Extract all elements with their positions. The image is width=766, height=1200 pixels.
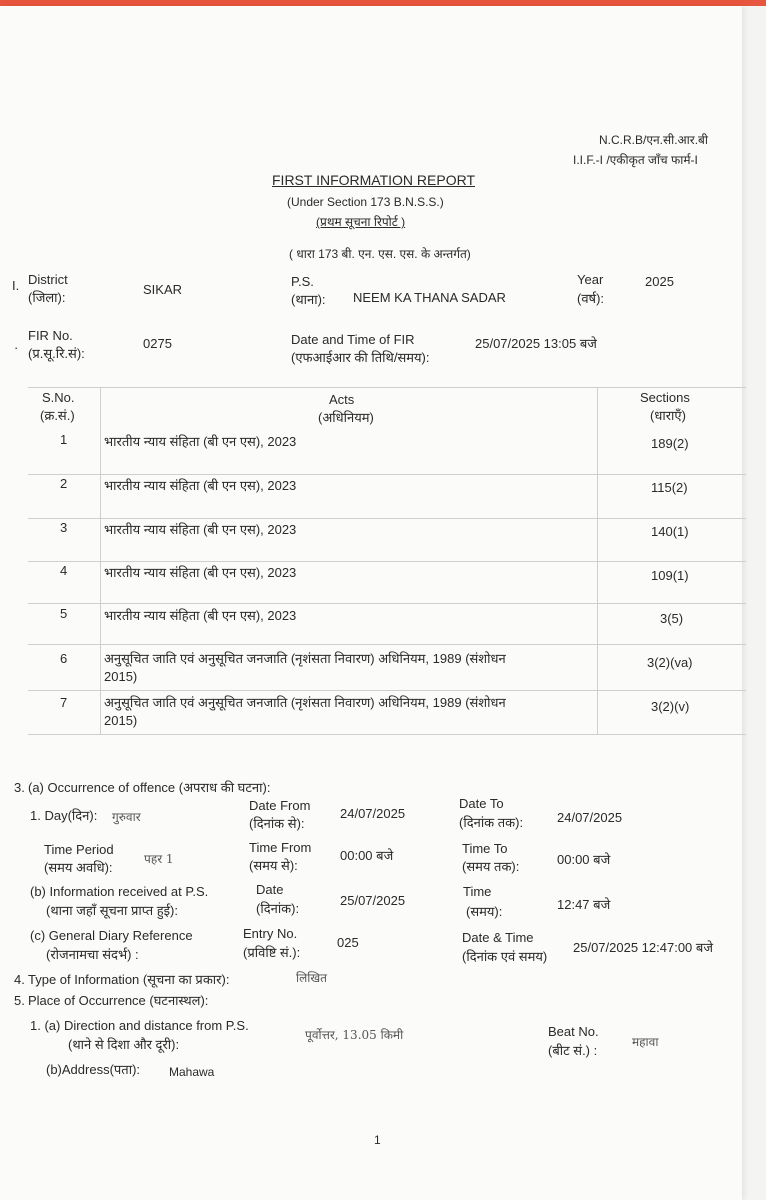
- day-value: गुरुवार: [112, 810, 141, 824]
- row-section: 189(2): [651, 436, 689, 451]
- section3-number: 3.: [14, 780, 25, 795]
- date-to-label-hindi: (दिनांक तक):: [459, 815, 524, 830]
- gd-datetime-label-hindi: (दिनांक एवं समय): [462, 949, 548, 964]
- section1-number: I.: [12, 278, 20, 293]
- fir-label: FIR No.: [28, 328, 73, 343]
- row-act: अनुसूचित जाति एवं अनुसूचित जनजाति (नृशंसता निवारण) अधिनियम, 1989 (संशोधन: [104, 651, 506, 666]
- section4-number: 4.: [14, 972, 25, 987]
- day-label: 1. Day(दिन):: [30, 808, 98, 823]
- row-act: भारतीय न्याय संहिता (बी एन एस), 2023: [104, 608, 297, 623]
- info-time-label: Time: [463, 884, 492, 899]
- year-label: Year: [577, 272, 604, 287]
- ps-label: P.S.: [291, 274, 314, 289]
- direction-label-hindi: (थाने से दिशा और दूरी):: [68, 1037, 180, 1052]
- info-date-value: 25/07/2025: [340, 893, 406, 908]
- table-row-divider: [28, 474, 746, 475]
- row-sno: 5: [60, 606, 68, 621]
- district-label: District: [28, 272, 68, 287]
- district-label-hindi: (जिला):: [28, 290, 66, 305]
- document-title: FIRST INFORMATION REPORT: [272, 172, 476, 188]
- district-value: SIKAR: [143, 282, 183, 297]
- address-value: Mahawa: [169, 1065, 215, 1079]
- beat-no-label-hindi: (बीट सं.) :: [548, 1043, 598, 1058]
- table-row-divider: [28, 561, 746, 562]
- fir-datetime-label: Date and Time of FIR: [291, 332, 415, 347]
- fir-document-page: [0, 6, 742, 1200]
- table-row-divider: [28, 603, 746, 604]
- row-act: भारतीय न्याय संहिता (बी एन एस), 2023: [104, 478, 297, 493]
- year-value: 2025: [645, 274, 674, 289]
- place-label: Place of Occurrence (घटनास्थल):: [28, 993, 209, 1008]
- table-border-bottom: [28, 734, 746, 735]
- bullet-dot: ·: [14, 340, 19, 355]
- fir-datetime-label-hindi: (एफआईआर की तिथि/समय):: [291, 350, 430, 365]
- iif-label: I.I.F.-I /एकीकृत जाँच फार्म-I: [573, 153, 698, 167]
- ps-label-hindi: (थाना):: [291, 292, 326, 307]
- info-type-value: लिखित: [296, 971, 328, 985]
- row-section: 115(2): [651, 480, 688, 495]
- fir-value: 0275: [143, 336, 172, 351]
- ps-value: NEEM KA THANA SADAR: [353, 290, 506, 305]
- date-to-label: Date To: [459, 796, 504, 811]
- info-received-label-hindi: (थाना जहाँ सूचना प्राप्त हुई):: [46, 903, 178, 918]
- time-to-label: Time To: [462, 841, 508, 856]
- address-label: (b)Address(पता):: [46, 1062, 141, 1077]
- gd-reference-label: (c) General Diary Reference: [30, 928, 193, 943]
- col-header-sections-hindi: (धाराएँ): [650, 408, 686, 423]
- time-from-value: 00:00 बजे: [340, 848, 394, 863]
- row-act: भारतीय न्याय संहिता (बी एन एस), 2023: [104, 522, 297, 537]
- col-header-acts: Acts: [329, 392, 355, 407]
- row-sno: 2: [60, 476, 68, 491]
- table-row-divider: [28, 690, 746, 691]
- beat-no-value: महावा: [632, 1035, 659, 1049]
- info-date-label-hindi: (दिनांक):: [256, 901, 300, 916]
- under-section: (Under Section 173 B.N.S.S.): [287, 195, 444, 209]
- info-received-label: (b) Information received at P.S.: [30, 884, 209, 899]
- date-from-value: 24/07/2025: [340, 806, 406, 821]
- row-act: भारतीय न्याय संहिता (बी एन एस), 2023: [104, 565, 297, 580]
- direction-label: 1. (a) Direction and distance from P.S.: [30, 1018, 249, 1033]
- time-from-label: Time From: [249, 840, 312, 855]
- ncrb-label: N.C.R.B/एन.सी.आर.बी: [599, 133, 708, 147]
- fir-label-hindi: (प्र.सू.रि.सं):: [28, 346, 85, 361]
- year-label-hindi: (वर्ष):: [577, 291, 605, 306]
- time-period-value: पहर 1: [144, 852, 174, 866]
- row-sno: 7: [60, 695, 68, 710]
- time-from-label-hindi: (समय से):: [249, 858, 298, 873]
- table-row-divider: [28, 644, 746, 645]
- row-sno: 1: [60, 432, 68, 447]
- page-number: 1: [374, 1133, 381, 1147]
- date-to-value: 24/07/2025: [557, 810, 623, 825]
- time-period-label-hindi: (समय अवधि):: [44, 860, 113, 875]
- date-from-label: Date From: [249, 798, 311, 813]
- col-header-sections: Sections: [640, 390, 690, 405]
- row-section: 140(1): [651, 524, 689, 539]
- section5-number: 5.: [14, 993, 25, 1008]
- row-sno: 4: [60, 563, 68, 578]
- row-sno: 6: [60, 651, 68, 666]
- section-hindi: ( धारा 173 बी. एन. एस. एस. के अन्तर्गत): [289, 247, 471, 261]
- gd-reference-label-hindi: (रोजनामचा संदर्भ) :: [46, 947, 139, 962]
- fir-datetime-value: 25/07/2025 13:05 बजे: [475, 336, 597, 351]
- entry-no-value: 025: [337, 935, 359, 950]
- time-to-label-hindi: (समय तक):: [462, 859, 520, 874]
- time-period-label: Time Period: [44, 842, 114, 857]
- row-act: भारतीय न्याय संहिता (बी एन एस), 2023: [104, 434, 297, 449]
- table-border-top: [28, 387, 746, 388]
- col-header-sno-hindi: (क्र.सं.): [40, 408, 75, 423]
- row-act-continued: 2015): [104, 713, 138, 728]
- info-time-label-hindi: (समय):: [466, 904, 503, 919]
- date-from-label-hindi: (दिनांक से):: [249, 816, 305, 831]
- table-row-divider: [28, 518, 746, 519]
- row-section: 3(5): [660, 611, 684, 626]
- info-type-label: Type of Information (सूचना का प्रकार):: [28, 972, 230, 987]
- entry-no-label-hindi: (प्रविष्टि सं.):: [243, 945, 301, 960]
- info-time-value: 12:47 बजे: [557, 897, 611, 912]
- time-to-value: 00:00 बजे: [557, 852, 611, 867]
- info-date-label: Date: [256, 882, 284, 897]
- title-hindi: (प्रथम सूचना रिपोर्ट ): [316, 215, 406, 229]
- direction-value: पूर्वोत्तर, 13.05 किमी: [305, 1028, 404, 1042]
- row-act-continued: 2015): [104, 669, 138, 684]
- occurrence-title: (a) Occurrence of offence (अपराध की घटना):: [28, 780, 271, 795]
- row-section: 109(1): [651, 568, 689, 583]
- gd-datetime-label: Date & Time: [462, 930, 534, 945]
- col-header-sno: S.No.: [42, 390, 75, 405]
- entry-no-label: Entry No.: [243, 926, 298, 941]
- row-act: अनुसूचित जाति एवं अनुसूचित जनजाति (नृशंसता निवारण) अधिनियम, 1989 (संशोधन: [104, 695, 506, 710]
- beat-no-label: Beat No.: [548, 1024, 599, 1039]
- row-section: 3(2)(va): [647, 655, 693, 670]
- col-header-acts-hindi: (अधिनियम): [318, 410, 374, 425]
- row-sno: 3: [60, 520, 68, 535]
- row-section: 3(2)(v): [651, 699, 690, 714]
- gd-datetime-value: 25/07/2025 12:47:00 बजे: [573, 940, 713, 955]
